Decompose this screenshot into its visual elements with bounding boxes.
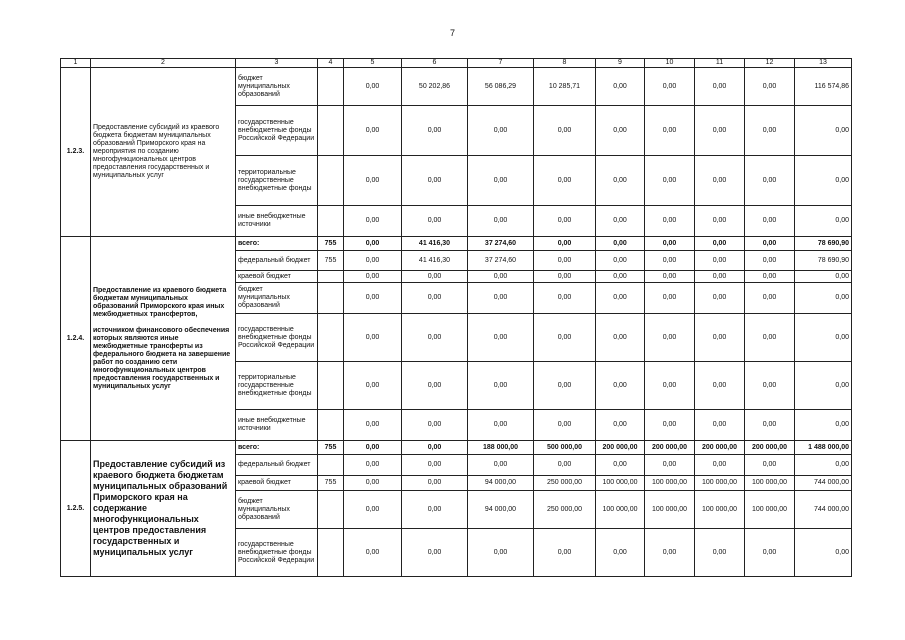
amount-cell: 0,00 bbox=[795, 106, 852, 156]
column-number-cell: 7 bbox=[468, 59, 534, 68]
amount-cell: 0,00 bbox=[795, 529, 852, 577]
amount-cell: 0,00 bbox=[695, 68, 745, 106]
amount-cell: 0,00 bbox=[795, 314, 852, 362]
page-number: 7 bbox=[449, 28, 455, 38]
amount-cell: 0,00 bbox=[795, 271, 852, 283]
amount-cell: 0,00 bbox=[745, 362, 795, 410]
amount-cell: 0,00 bbox=[596, 68, 645, 106]
description-gap bbox=[93, 319, 233, 327]
amount-cell: 0,00 bbox=[344, 106, 402, 156]
amount-cell: 0,00 bbox=[534, 271, 596, 283]
amount-cell: 0,00 bbox=[402, 156, 468, 206]
amount-cell: 0,00 bbox=[402, 491, 468, 529]
amount-cell: 0,00 bbox=[402, 106, 468, 156]
amount-cell: 0,00 bbox=[795, 362, 852, 410]
amount-cell: 0,00 bbox=[695, 362, 745, 410]
amount-cell: 0,00 bbox=[468, 106, 534, 156]
amount-cell: 0,00 bbox=[645, 529, 695, 577]
item-description bbox=[91, 237, 236, 441]
amount-cell: 250 000,00 bbox=[534, 491, 596, 529]
amount-cell: 0,00 bbox=[645, 251, 695, 271]
amount-cell: 0,00 bbox=[402, 441, 468, 455]
amount-cell: 41 416,30 bbox=[402, 251, 468, 271]
amount-cell: 78 690,90 bbox=[795, 251, 852, 271]
amount-cell: 0,00 bbox=[596, 237, 645, 251]
funding-source: территориальные государственные внебюджетные фонды bbox=[236, 156, 318, 206]
amount-cell: 0,00 bbox=[468, 271, 534, 283]
amount-cell: 0,00 bbox=[645, 410, 695, 441]
amount-cell: 200 000,00 bbox=[645, 441, 695, 455]
description-text: Предоставление субсидий из краевого бюджета бюджетам муниципальных образований Приморского края на содержание многофункциональных центров предоставления государственных и муниципальных услуг bbox=[93, 459, 228, 557]
table-row bbox=[61, 68, 852, 106]
funding-source: краевой бюджет bbox=[236, 476, 318, 491]
column-number-cell: 12 bbox=[745, 59, 795, 68]
item-description bbox=[91, 441, 236, 577]
amount-cell: 100 000,00 bbox=[695, 476, 745, 491]
amount-cell: 0,00 bbox=[745, 156, 795, 206]
amount-cell: 188 000,00 bbox=[468, 441, 534, 455]
amount-cell: 0,00 bbox=[402, 476, 468, 491]
amount-cell: 0,00 bbox=[745, 455, 795, 476]
amount-cell: 78 690,90 bbox=[795, 237, 852, 251]
funding-source: иные внебюджетные источники bbox=[236, 410, 318, 441]
funding-source: бюджет муниципальных образований bbox=[236, 283, 318, 314]
item-code: 1.2.3. bbox=[61, 68, 91, 237]
kbk-code: 755 bbox=[318, 441, 344, 455]
funding-source: краевой бюджет bbox=[236, 271, 318, 283]
kbk-code: 755 bbox=[318, 476, 344, 491]
amount-cell: 0,00 bbox=[468, 410, 534, 441]
amount-cell: 0,00 bbox=[534, 362, 596, 410]
amount-cell: 0,00 bbox=[795, 455, 852, 476]
amount-cell: 0,00 bbox=[344, 206, 402, 237]
amount-cell: 0,00 bbox=[645, 455, 695, 476]
amount-cell: 37 274,60 bbox=[468, 251, 534, 271]
amount-cell: 100 000,00 bbox=[645, 491, 695, 529]
column-number-cell: 11 bbox=[695, 59, 745, 68]
amount-cell: 0,00 bbox=[402, 529, 468, 577]
column-number-cell: 8 bbox=[534, 59, 596, 68]
amount-cell: 500 000,00 bbox=[534, 441, 596, 455]
amount-cell: 0,00 bbox=[745, 237, 795, 251]
amount-cell: 200 000,00 bbox=[695, 441, 745, 455]
table-row bbox=[61, 237, 852, 251]
kbk-code bbox=[318, 68, 344, 106]
kbk-code bbox=[318, 491, 344, 529]
amount-cell: 0,00 bbox=[745, 410, 795, 441]
amount-cell: 0,00 bbox=[344, 410, 402, 441]
amount-cell: 0,00 bbox=[534, 156, 596, 206]
amount-cell: 0,00 bbox=[534, 106, 596, 156]
column-number-cell: 1 bbox=[61, 59, 91, 68]
amount-cell: 0,00 bbox=[344, 455, 402, 476]
amount-cell: 0,00 bbox=[645, 314, 695, 362]
amount-cell: 0,00 bbox=[344, 237, 402, 251]
amount-cell: 100 000,00 bbox=[645, 476, 695, 491]
amount-cell: 0,00 bbox=[468, 455, 534, 476]
amount-cell: 0,00 bbox=[596, 156, 645, 206]
amount-cell: 0,00 bbox=[344, 491, 402, 529]
amount-cell: 10 285,71 bbox=[534, 68, 596, 106]
amount-cell: 0,00 bbox=[745, 106, 795, 156]
funding-source: бюджет муниципальных образований bbox=[236, 68, 318, 106]
amount-cell: 0,00 bbox=[596, 106, 645, 156]
amount-cell: 0,00 bbox=[695, 237, 745, 251]
amount-cell: 0,00 bbox=[596, 283, 645, 314]
amount-cell: 0,00 bbox=[645, 68, 695, 106]
kbk-code bbox=[318, 283, 344, 314]
amount-cell: 0,00 bbox=[468, 314, 534, 362]
amount-cell: 1 488 000,00 bbox=[795, 441, 852, 455]
amount-cell: 0,00 bbox=[344, 251, 402, 271]
amount-cell: 0,00 bbox=[534, 455, 596, 476]
kbk-code bbox=[318, 156, 344, 206]
funding-source: государственные внебюджетные фонды Российской Федерации bbox=[236, 314, 318, 362]
amount-cell: 0,00 bbox=[695, 455, 745, 476]
amount-cell: 0,00 bbox=[645, 362, 695, 410]
amount-cell: 0,00 bbox=[596, 206, 645, 237]
description-part: источником финансового обеспечения которых являются иные межбюджетные трансферты из федерального бюджета на завершение работ по созданию сети многофункциональных центров предоставления государственных и муниципальных услуг bbox=[93, 326, 231, 390]
amount-cell: 0,00 bbox=[795, 156, 852, 206]
amount-cell: 0,00 bbox=[468, 206, 534, 237]
amount-cell: 0,00 bbox=[795, 283, 852, 314]
column-number-cell: 3 bbox=[236, 59, 318, 68]
amount-cell: 0,00 bbox=[344, 441, 402, 455]
kbk-code bbox=[318, 529, 344, 577]
column-number-cell: 10 bbox=[645, 59, 695, 68]
amount-cell: 0,00 bbox=[795, 410, 852, 441]
amount-cell: 0,00 bbox=[695, 410, 745, 441]
funding-source: федеральный бюджет bbox=[236, 455, 318, 476]
amount-cell: 41 416,30 bbox=[402, 237, 468, 251]
amount-cell: 0,00 bbox=[745, 529, 795, 577]
amount-cell: 0,00 bbox=[695, 251, 745, 271]
column-number-row bbox=[61, 59, 852, 68]
amount-cell: 0,00 bbox=[596, 251, 645, 271]
kbk-code bbox=[318, 206, 344, 237]
amount-cell: 0,00 bbox=[645, 283, 695, 314]
amount-cell: 0,00 bbox=[344, 156, 402, 206]
amount-cell: 0,00 bbox=[344, 529, 402, 577]
funding-source: территориальные государственные внебюджетные фонды bbox=[236, 362, 318, 410]
amount-cell: 200 000,00 bbox=[596, 441, 645, 455]
column-number-cell: 9 bbox=[596, 59, 645, 68]
amount-cell: 0,00 bbox=[596, 362, 645, 410]
amount-cell: 0,00 bbox=[534, 314, 596, 362]
funding-source: иные внебюджетные источники bbox=[236, 206, 318, 237]
budget-table bbox=[60, 58, 852, 577]
column-number-cell: 4 bbox=[318, 59, 344, 68]
table-row bbox=[61, 441, 852, 455]
amount-cell: 0,00 bbox=[344, 314, 402, 362]
item-description bbox=[91, 68, 236, 237]
kbk-code bbox=[318, 271, 344, 283]
amount-cell: 0,00 bbox=[468, 362, 534, 410]
amount-cell: 0,00 bbox=[695, 156, 745, 206]
amount-cell: 0,00 bbox=[402, 283, 468, 314]
column-number-cell: 13 bbox=[795, 59, 852, 68]
amount-cell: 0,00 bbox=[468, 156, 534, 206]
amount-cell: 0,00 bbox=[344, 283, 402, 314]
amount-cell: 0,00 bbox=[695, 106, 745, 156]
amount-cell: 0,00 bbox=[745, 68, 795, 106]
amount-cell: 0,00 bbox=[645, 237, 695, 251]
amount-cell: 100 000,00 bbox=[745, 476, 795, 491]
amount-cell: 0,00 bbox=[344, 68, 402, 106]
amount-cell: 0,00 bbox=[745, 283, 795, 314]
funding-source: всего: bbox=[236, 441, 318, 455]
kbk-code: 755 bbox=[318, 251, 344, 271]
item-code: 1.2.5. bbox=[61, 441, 91, 577]
kbk-code bbox=[318, 410, 344, 441]
description-part: Предоставление из краевого бюджета бюджетам муниципальных образований Приморского края иных межбюджетных трансфертов, bbox=[93, 286, 227, 318]
amount-cell: 116 574,86 bbox=[795, 68, 852, 106]
amount-cell: 744 000,00 bbox=[795, 476, 852, 491]
funding-source: государственные внебюджетные фонды Российской Федерации bbox=[236, 106, 318, 156]
amount-cell: 0,00 bbox=[402, 410, 468, 441]
amount-cell: 0,00 bbox=[695, 271, 745, 283]
item-code: 1.2.4. bbox=[61, 237, 91, 441]
kbk-code bbox=[318, 106, 344, 156]
amount-cell: 0,00 bbox=[534, 529, 596, 577]
amount-cell: 0,00 bbox=[645, 271, 695, 283]
amount-cell: 0,00 bbox=[745, 271, 795, 283]
amount-cell: 0,00 bbox=[344, 362, 402, 410]
kbk-code bbox=[318, 455, 344, 476]
kbk-code bbox=[318, 362, 344, 410]
amount-cell: 0,00 bbox=[596, 314, 645, 362]
table-body bbox=[61, 59, 852, 577]
amount-cell: 0,00 bbox=[534, 410, 596, 441]
amount-cell: 100 000,00 bbox=[695, 491, 745, 529]
amount-cell: 0,00 bbox=[745, 314, 795, 362]
description-text: Предоставление субсидий из краевого бюджета бюджетам муниципальных образований Приморского края на мероприятия по созданию многофункциональных центров предоставления государственных и муниципальных услуг bbox=[93, 124, 220, 179]
amount-cell: 0,00 bbox=[402, 362, 468, 410]
amount-cell: 744 000,00 bbox=[795, 491, 852, 529]
amount-cell: 0,00 bbox=[468, 283, 534, 314]
amount-cell: 0,00 bbox=[695, 529, 745, 577]
column-number-cell: 2 bbox=[91, 59, 236, 68]
amount-cell: 0,00 bbox=[795, 206, 852, 237]
amount-cell: 0,00 bbox=[695, 314, 745, 362]
amount-cell: 94 000,00 bbox=[468, 476, 534, 491]
amount-cell: 0,00 bbox=[402, 455, 468, 476]
funding-source: бюджет муниципальных образований bbox=[236, 491, 318, 529]
amount-cell: 94 000,00 bbox=[468, 491, 534, 529]
kbk-code bbox=[318, 314, 344, 362]
amount-cell: 0,00 bbox=[745, 251, 795, 271]
amount-cell: 56 086,29 bbox=[468, 68, 534, 106]
amount-cell: 0,00 bbox=[745, 206, 795, 237]
amount-cell: 0,00 bbox=[596, 271, 645, 283]
column-number-cell: 6 bbox=[402, 59, 468, 68]
amount-cell: 0,00 bbox=[402, 271, 468, 283]
column-number-cell: 5 bbox=[344, 59, 402, 68]
amount-cell: 0,00 bbox=[534, 251, 596, 271]
amount-cell: 100 000,00 bbox=[596, 476, 645, 491]
amount-cell: 0,00 bbox=[534, 283, 596, 314]
funding-source: государственные внебюджетные фонды Российской Федерации bbox=[236, 529, 318, 577]
amount-cell: 250 000,00 bbox=[534, 476, 596, 491]
amount-cell: 100 000,00 bbox=[745, 491, 795, 529]
amount-cell: 0,00 bbox=[645, 156, 695, 206]
amount-cell: 37 274,60 bbox=[468, 237, 534, 251]
amount-cell: 50 202,86 bbox=[402, 68, 468, 106]
amount-cell: 0,00 bbox=[534, 237, 596, 251]
amount-cell: 0,00 bbox=[596, 455, 645, 476]
amount-cell: 0,00 bbox=[402, 314, 468, 362]
amount-cell: 200 000,00 bbox=[745, 441, 795, 455]
amount-cell: 0,00 bbox=[596, 529, 645, 577]
kbk-code: 755 bbox=[318, 237, 344, 251]
amount-cell: 100 000,00 bbox=[596, 491, 645, 529]
amount-cell: 0,00 bbox=[468, 529, 534, 577]
amount-cell: 0,00 bbox=[695, 283, 745, 314]
amount-cell: 0,00 bbox=[344, 271, 402, 283]
funding-source: федеральный бюджет bbox=[236, 251, 318, 271]
amount-cell: 0,00 bbox=[534, 206, 596, 237]
amount-cell: 0,00 bbox=[596, 410, 645, 441]
amount-cell: 0,00 bbox=[695, 206, 745, 237]
amount-cell: 0,00 bbox=[344, 476, 402, 491]
amount-cell: 0,00 bbox=[402, 206, 468, 237]
funding-source: всего: bbox=[236, 237, 318, 251]
amount-cell: 0,00 bbox=[645, 106, 695, 156]
amount-cell: 0,00 bbox=[645, 206, 695, 237]
